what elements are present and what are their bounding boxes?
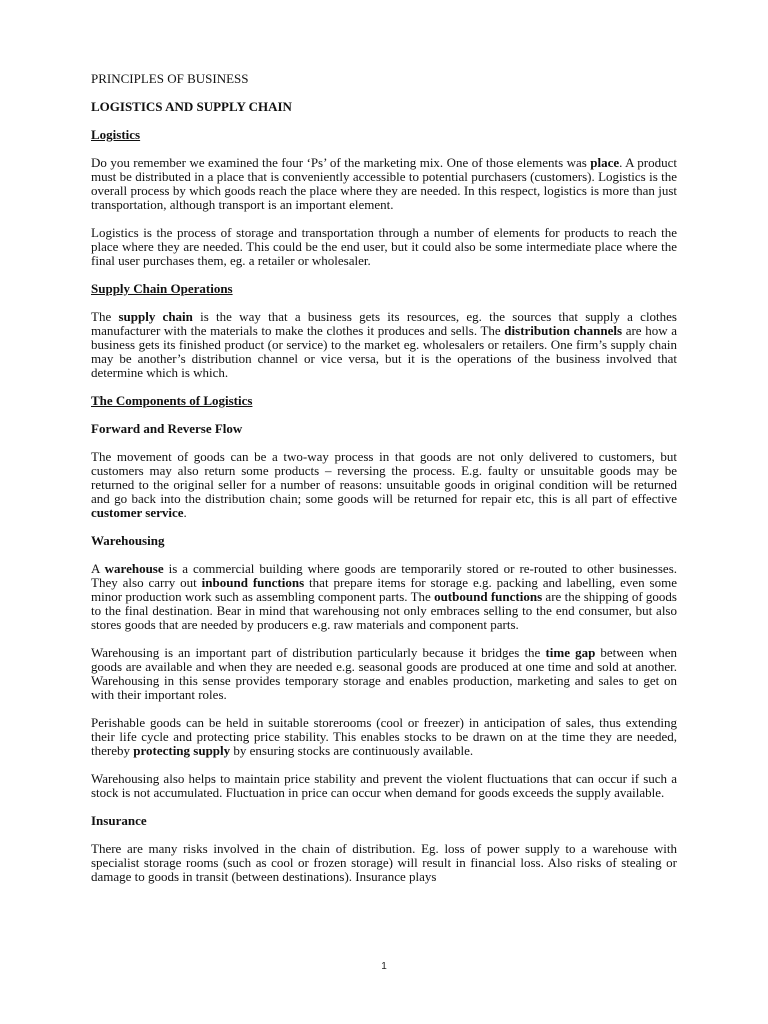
document-page — [91, 72, 677, 884]
paragraph-forward-reverse: The movement of goods can be a two-way process in that goods are not only delivered to customers, but customers may also return some products – reversing the process. E.g. faulty or unsuitable goods may be returned to the original seller for a number of reasons: unsuitable goods in original condition will be returned and go back into the distribution chain; some goods will be returned for repair etc, this is all part of effective customer service. — [91, 449, 677, 520]
paragraph-insurance: There are many risks involved in the chain of distribution. Eg. loss of power supply to a warehouse with specialist storage rooms (such as cool or frozen storage) will result in financial loss. Also risks of stealing or damage to goods in transit (between destinations). Insurance plays — [91, 841, 677, 884]
term-customer-service: customer service — [91, 505, 184, 520]
paragraph-price-stability: Warehousing also helps to maintain price stability and prevent the violent fluctuations that can occur if such a stock is not accumulated. Fluctuation in price can occur when demand for goods exceeds the supply available. — [91, 771, 677, 800]
section-heading-supply-chain: Supply Chain Operations — [91, 281, 233, 296]
paragraph-supply-chain: The supply chain is the way that a business gets its resources, eg. the sources that supply a clothes manufacturer with the materials to make the clothes it produces and sells. The distribution channels are how a business gets its finished product (or service) to the market eg. wholesalers or retailers. One firm’s supply chain may be another’s distribution channel or vice versa, but it is the operations of the business involved that determine which is which. — [91, 309, 677, 380]
term-outbound-functions: outbound functions — [434, 589, 543, 604]
paragraph-logistics-process: Logistics is the process of storage and transportation through a number of elements for products to reach the place where they are needed. This could be the end user, but it could also be some intermediate place where the final user purchases them, eg. a retailer or wholesaler. — [91, 225, 677, 268]
paragraph-warehouse-definition: A warehouse is a commercial building where goods are temporarily stored or re-routed to other businesses. They also carry out inbound functions that prepare items for storage e.g. packing and labelling, even some minor production work such as assembling component parts. The outbound functions are the shipping of goods to the final destination. Bear in mind that warehousing not only embraces selling to the end consumer, but also stores goods that are needed by producers e.g. raw materials and component parts. — [91, 561, 677, 632]
term-distribution-channels: distribution channels — [504, 323, 623, 338]
paragraph-perishable-goods: Perishable goods can be held in suitable storerooms (cool or freezer) in anticipation of sales, thus extending their life cycle and protecting price stability. This enables stocks to be drawn on at the time they are needed, thereby protecting supply by ensuring stocks are continuously available. — [91, 715, 677, 758]
document-title: LOGISTICS AND SUPPLY CHAIN — [91, 99, 292, 114]
term-protecting-supply: protecting supply — [133, 743, 231, 758]
term-warehouse: warehouse — [104, 561, 164, 576]
term-time-gap: time gap — [545, 645, 596, 660]
subheading-warehousing: Warehousing — [91, 533, 165, 548]
section-heading-logistics: Logistics — [91, 127, 141, 142]
paragraph-time-gap: Warehousing is an important part of distribution particularly because it bridges the time gap between when goods are available and when they are needed e.g. seasonal goods are produced at one time and sold at another. Warehousing in this sense provides temporary storage and enables production, marketing and sales to get on with their important roles. — [91, 645, 677, 702]
course-title: PRINCIPLES OF BUSINESS — [91, 71, 249, 86]
term-supply-chain: supply chain — [118, 309, 193, 324]
page-number: 1 — [381, 961, 387, 972]
section-heading-components: The Components of Logistics — [91, 393, 253, 408]
subheading-forward-reverse: Forward and Reverse Flow — [91, 421, 243, 436]
paragraph-marketing-mix: Do you remember we examined the four ‘Ps’ of the marketing mix. One of those elements was place. A product must be distributed in a place that is conveniently accessible to potential purchasers (customers). Logistics is the overall process by which goods reach the place where they are needed. In this respect, logistics is more than just transportation, although transport is an important element. — [91, 155, 677, 212]
term-inbound-functions: inbound functions — [201, 575, 305, 590]
subheading-insurance: Insurance — [91, 813, 147, 828]
term-place: place — [590, 155, 620, 170]
